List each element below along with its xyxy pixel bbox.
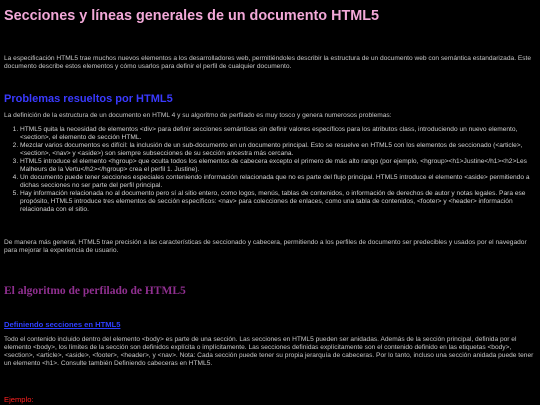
- subsection-heading-defining-sections[interactable]: Definiendo secciones en HTML5: [4, 320, 121, 329]
- section-heading-problems: Problemas resueltos por HTML5: [4, 93, 173, 105]
- list-item: 1. HTML5 quita la necesidad de elementos <div> para definir secciones semánticas sin definir valores específicos para los atributos class, introduciendo un nuevo elemento, <section>, el elemento de sección HTML.: [20, 126, 536, 142]
- list-item: 4. Un documento puede tener secciones especiales conteniendo información relacionada que no es parte del flujo principal. HTML5 introduce el elemento <aside> permitiendo a dichas secciones no ser parte del perfil principal.: [20, 174, 536, 190]
- list-item: 3. HTML5 introduce el elemento <hgroup> que oculta todos los elementos de cabecera excepto el primero de más alto rango (por ejemplo, <hgroup><h1>Justine</h1><h2>Les Malheurs de la Vertu</h2></hgroup> crea el perfil 1. Justine).: [20, 158, 536, 174]
- problems-list: [4, 126, 536, 214]
- problems-intro-paragraph: La definición de la estructura de un documento en HTML 4 y su algoritmo de perfilado es muy tosco y genera numerosos problemas:: [4, 112, 392, 119]
- page-title: Secciones y líneas generales de un documento HTML5: [4, 8, 380, 24]
- sections-paragraph: Todo el contenido incluido dentro del elemento <body> es parte de una sección. Las secciones en HTML5 pueden ser anidadas. Además de la sección principal, definida por el elemento <body>, los límites de la sección son definidos explícita o implícitamente. Las secciones definidas explícitamente son el contenido definido en las etiquetas <body>, <section>, <article>, <aside>, <footer>, <header>, y <nav>. Nota: Cada sección puede tener su propia jerarquía de cabeceras. Por lo tanto, incluso una sección anidada puede tener un elemento <h1>. Consulte también Definiendo cabeceras en HTML5.: [4, 336, 534, 367]
- intro-paragraph: La especificación HTML5 trae muchos nuevos elementos a los desarrolladores web, permitiéndoles describir la estructura de un documento web con semántica estandarizada. Este documento describe estos elementos y cómo usarlos para definir el perfil de cualquier documento.: [4, 55, 532, 70]
- list-item: 5. Hay información relacionada no al documento pero sí al sitio entero, como logos, menús, tablas de contenidos, o información de derechos de autor y notas legales. Para ese propósito, HTML5 introduce tres elementos de sección específicos: <nav> para colecciones de enlaces, como una tabla de contenidos, <footer> y <header> información relacionada con el sitio.: [20, 190, 536, 214]
- example-label: Ejemplo:: [4, 395, 34, 404]
- section-heading-algorithm: El algoritmo de perfilado de HTML5: [4, 285, 186, 297]
- summary-paragraph: De manera más general, HTML5 trae precisión a las características de seccionado y cabecera, permitiendo a los perfiles de documento ser predecibles y usados por el navegador para mejorar la experiencia de usuario.: [4, 239, 527, 254]
- list-item: 2. Mezclar varios documentos es difícil: la inclusión de un sub-documento en un documento principal. Esto se resuelve en HTML5 con los elementos de seccionado (<article>, <section>, <nav> y <aside>) son siempre subsecciones de su sección ancestra más cercana.: [20, 142, 536, 158]
